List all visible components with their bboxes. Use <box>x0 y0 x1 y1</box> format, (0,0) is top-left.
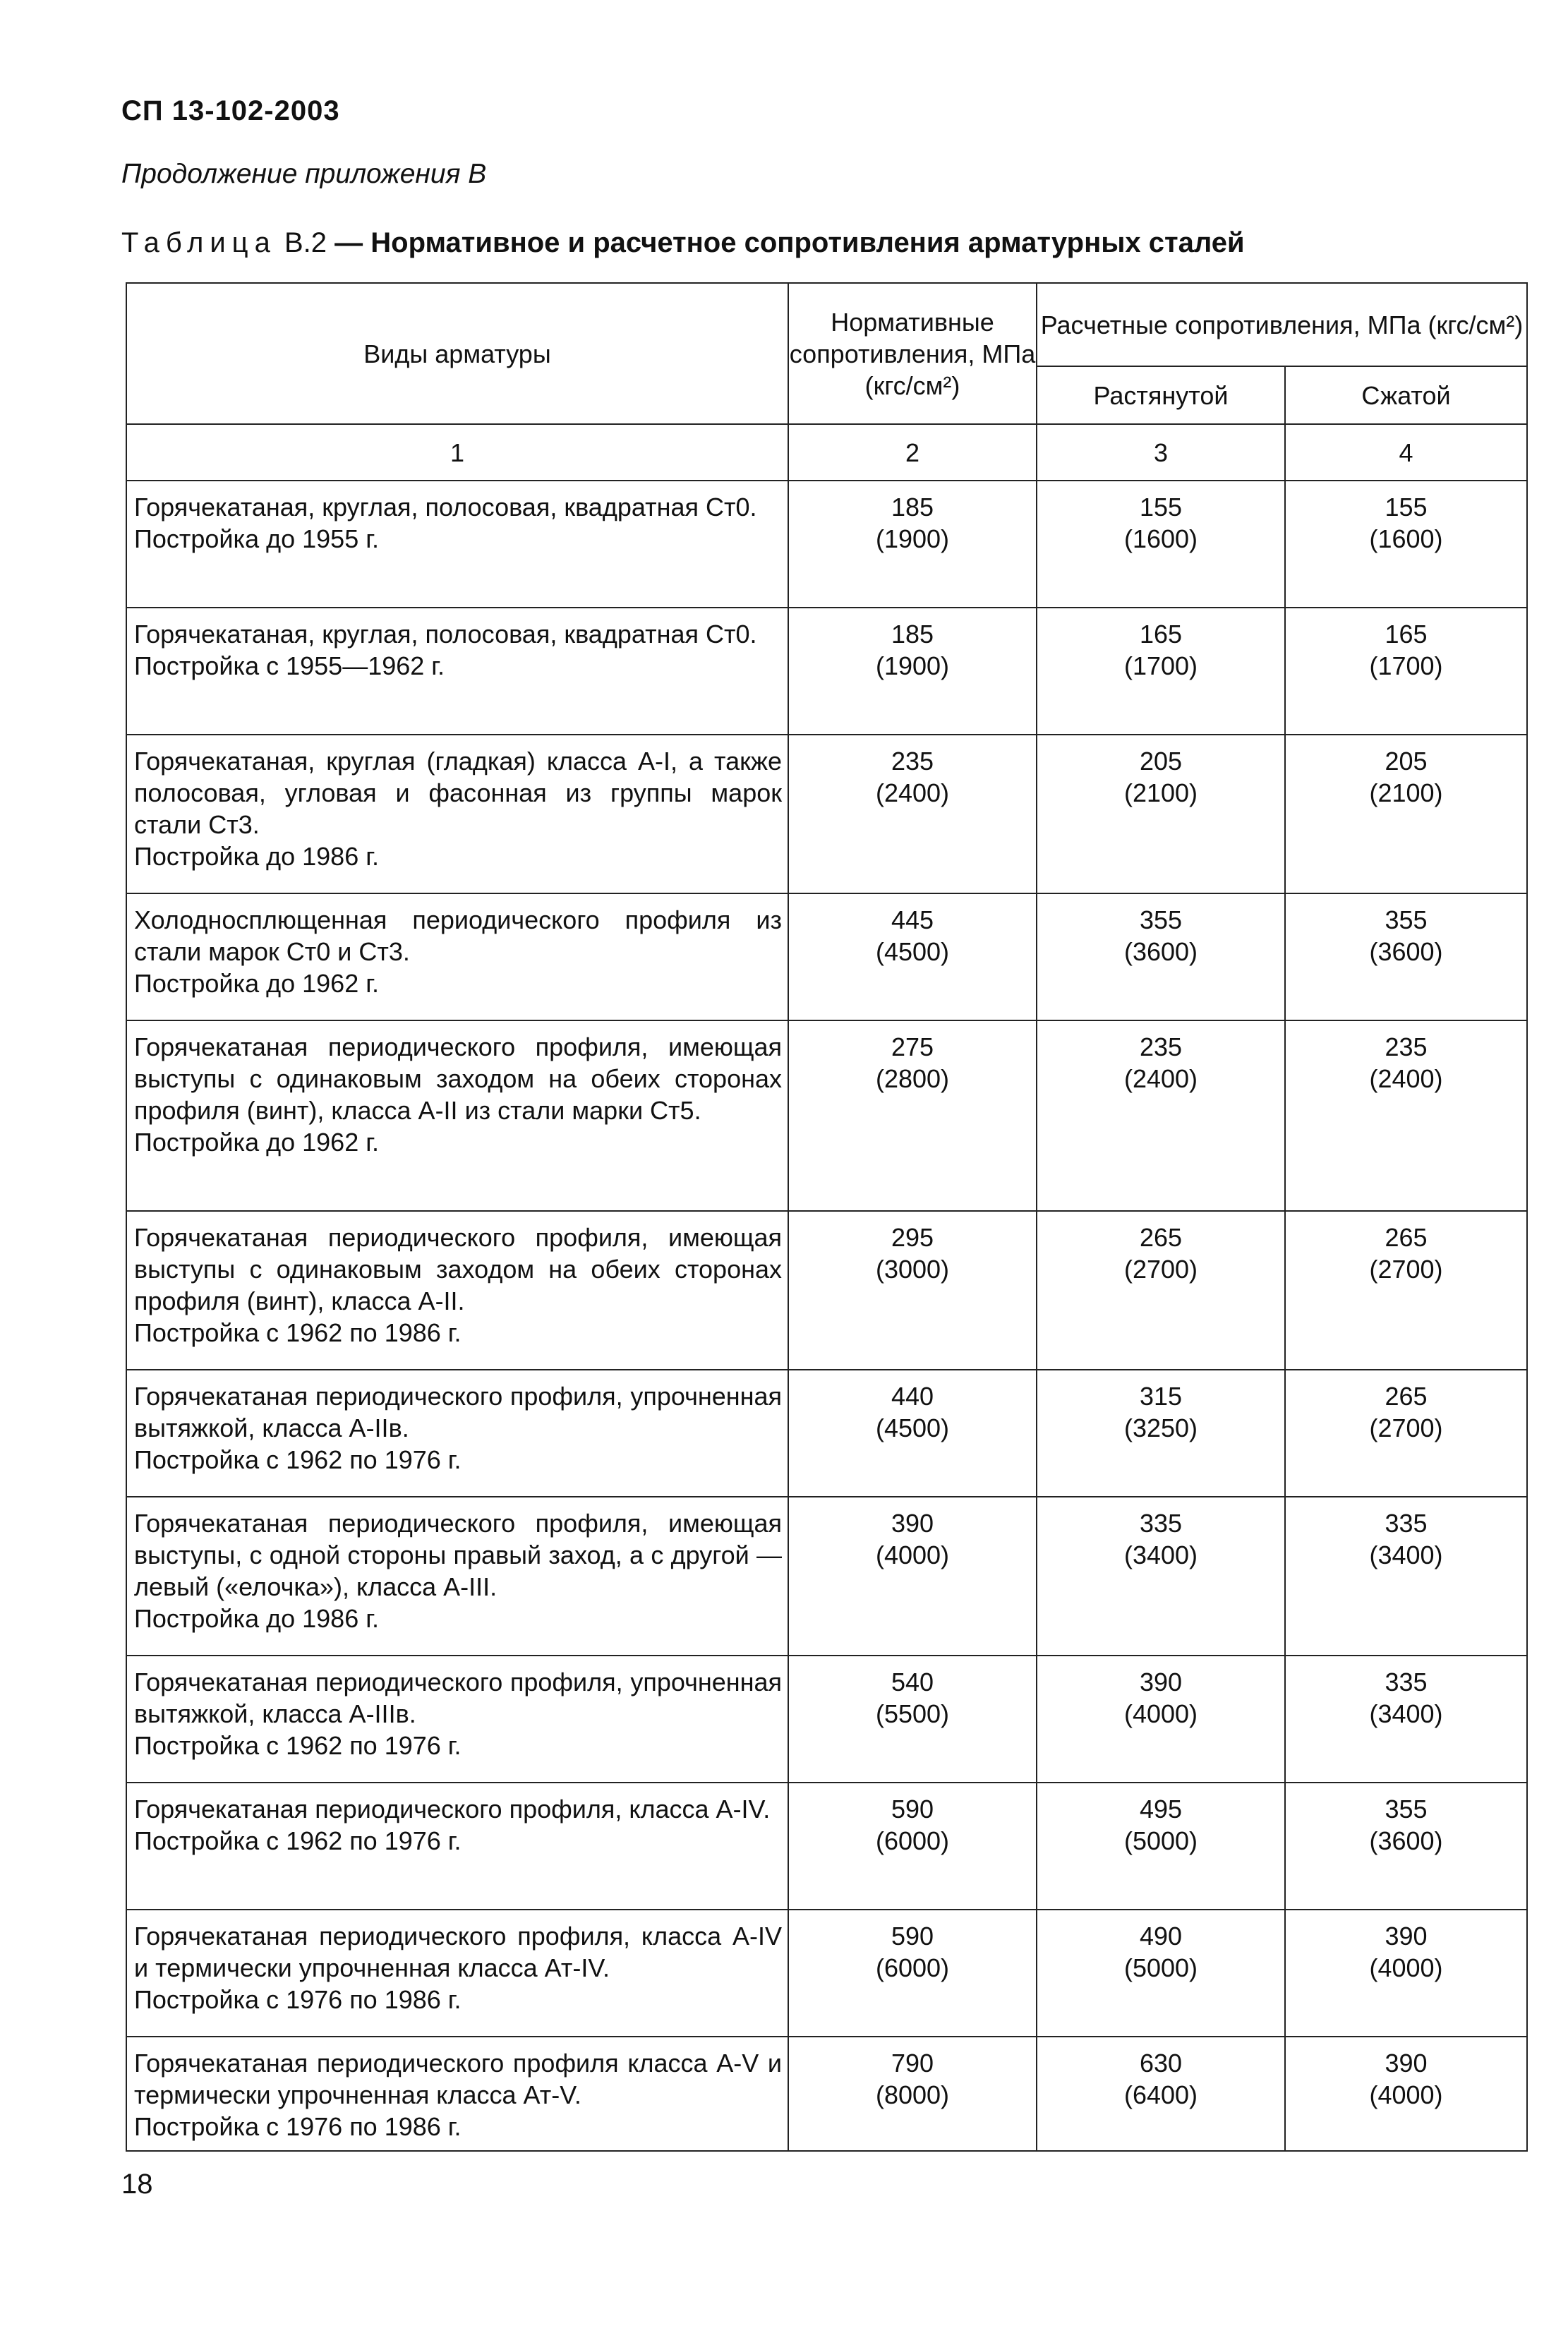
rebar-type-text: Холодносплющенная периодического профиля из стали марок Ст0 и Ст3. <box>134 905 782 966</box>
construction-period: Постройка до 1962 г. <box>134 969 379 998</box>
normative-resistance-mpa: 445 <box>891 905 934 934</box>
normative-resistance-kgf: (1900) <box>875 651 950 680</box>
normative-resistance <box>788 1783 1037 1910</box>
compression-resistance-kgf: (2700) <box>1369 1413 1443 1442</box>
table-row <box>126 893 1527 1020</box>
tension-resistance-kgf: (6400) <box>1123 2080 1198 2109</box>
tension-resistance-mpa: 490 <box>1139 1922 1183 1951</box>
normative-resistance <box>788 735 1037 893</box>
rebar-type-text: Горячекатаная периодического профиля, имеющая выступы, с одной стороны правый заход, а с другой — левый («елочка»), класса А-III. <box>134 1509 782 1601</box>
normative-resistance-kgf: (1900) <box>875 524 950 553</box>
tension-resistance <box>1037 1910 1285 2037</box>
construction-period: Постройка до 1962 г. <box>134 1128 379 1157</box>
tension-resistance-mpa: 630 <box>1139 2049 1183 2078</box>
header-tension: Растянутой <box>1037 366 1285 424</box>
rebar-type-description <box>126 1370 788 1497</box>
compression-resistance-mpa: 390 <box>1385 1922 1428 1951</box>
rebar-type-text: Горячекатаная периодического профиля, имеющая выступы с одинаковым заходом на обеих сторонах профиля (винт), класса А-II из стали марки Ст5. <box>134 1032 782 1125</box>
header-kind: Виды арматуры <box>126 283 788 424</box>
tension-resistance-kgf: (3600) <box>1123 937 1198 966</box>
page-number: 18 <box>121 2169 153 2200</box>
compression-resistance-kgf: (4000) <box>1369 2080 1443 2109</box>
normative-resistance-mpa: 275 <box>891 1032 934 1061</box>
normative-resistance-kgf: (5500) <box>875 1699 950 1728</box>
column-number: 1 <box>126 424 788 481</box>
normative-resistance <box>788 1020 1037 1211</box>
rebar-type-description <box>126 1020 788 1211</box>
table-row <box>126 2037 1527 2151</box>
compression-resistance-kgf: (3400) <box>1369 1699 1443 1728</box>
table-row <box>126 1370 1527 1497</box>
caption-dash: — <box>334 227 363 258</box>
normative-resistance <box>788 481 1037 608</box>
rebar-type-text: Горячекатаная периодического профиля, упрочненная вытяжкой, класса А-IIIв. <box>134 1668 782 1728</box>
compression-resistance-mpa: 205 <box>1385 747 1428 776</box>
normative-resistance <box>788 1656 1037 1783</box>
construction-period: Постройка до 1986 г. <box>134 842 379 871</box>
compression-resistance-kgf: (3600) <box>1369 937 1443 966</box>
table-row <box>126 1783 1527 1910</box>
table-row <box>126 1211 1527 1370</box>
normative-resistance-kgf: (4500) <box>875 937 950 966</box>
normative-resistance-mpa: 590 <box>891 1795 934 1823</box>
table-row <box>126 608 1527 735</box>
compression-resistance-mpa: 155 <box>1385 493 1428 522</box>
table-caption <box>121 227 1245 259</box>
header-design: Расчетные сопротивления, МПа (кгс/см²) <box>1037 283 1527 366</box>
normative-resistance-mpa: 390 <box>891 1509 934 1538</box>
normative-resistance <box>788 1910 1037 2037</box>
compression-resistance <box>1285 1910 1527 2037</box>
normative-resistance-mpa: 440 <box>891 1382 934 1411</box>
column-number: 4 <box>1285 424 1527 481</box>
rebar-type-description <box>126 1910 788 2037</box>
construction-period: Постройка с 1962 по 1976 г. <box>134 1826 462 1855</box>
compression-resistance-kgf: (3600) <box>1369 1826 1443 1855</box>
rebar-type-text: Горячекатаная периодического профиля, класса А-IV и термически упрочненная класса Ат-IV. <box>134 1922 782 1982</box>
caption-title: Нормативное и расчетное сопротивления арматурных сталей <box>370 227 1245 258</box>
tension-resistance <box>1037 893 1285 1020</box>
compression-resistance-kgf: (3400) <box>1369 1541 1443 1569</box>
construction-period: Постройка с 1955—1962 г. <box>134 651 445 680</box>
tension-resistance <box>1037 1211 1285 1370</box>
tension-resistance-mpa: 495 <box>1139 1795 1183 1823</box>
rebar-type-text: Горячекатаная, круглая, полосовая, квадратная Ст0. <box>134 620 757 649</box>
rebar-type-description <box>126 735 788 893</box>
compression-resistance-mpa: 335 <box>1385 1509 1428 1538</box>
normative-resistance <box>788 893 1037 1020</box>
caption-label: Таблица <box>121 227 277 258</box>
rebar-type-description <box>126 608 788 735</box>
table-row <box>126 481 1527 608</box>
tension-resistance <box>1037 1783 1285 1910</box>
compression-resistance <box>1285 1497 1527 1656</box>
tension-resistance-kgf: (5000) <box>1123 1953 1198 1982</box>
tension-resistance <box>1037 1370 1285 1497</box>
construction-period: Постройка с 1962 по 1976 г. <box>134 1445 462 1474</box>
table-row <box>126 1497 1527 1656</box>
normative-resistance <box>788 1370 1037 1497</box>
rebar-type-description <box>126 893 788 1020</box>
compression-resistance-kgf: (2400) <box>1369 1064 1443 1093</box>
compression-resistance <box>1285 1656 1527 1783</box>
compression-resistance <box>1285 1783 1527 1910</box>
caption-number: В.2 <box>284 227 327 258</box>
normative-resistance-mpa: 295 <box>891 1223 934 1252</box>
tension-resistance <box>1037 2037 1285 2151</box>
normative-resistance-mpa: 185 <box>891 620 934 649</box>
normative-resistance-kgf: (4500) <box>875 1413 950 1442</box>
compression-resistance <box>1285 735 1527 893</box>
tension-resistance-mpa: 265 <box>1139 1223 1183 1252</box>
compression-resistance-mpa: 355 <box>1385 905 1428 934</box>
compression-resistance <box>1285 1211 1527 1370</box>
header-normative: Нормативные сопротивления, МПа (кгс/см²) <box>788 283 1037 424</box>
compression-resistance <box>1285 481 1527 608</box>
rebar-type-description <box>126 1783 788 1910</box>
tension-resistance-mpa: 355 <box>1139 905 1183 934</box>
normative-resistance-mpa: 235 <box>891 747 934 776</box>
tension-resistance-kgf: (5000) <box>1123 1826 1198 1855</box>
rebar-type-text: Горячекатаная периодического профиля, упрочненная вытяжкой, класса А-IIв. <box>134 1382 782 1442</box>
table-row <box>126 1020 1527 1211</box>
rebar-type-text: Горячекатаная, круглая (гладкая) класса А-I, а также полосовая, угловая и фасонная из группы марок стали Ст3. <box>134 747 782 839</box>
resistance-table <box>126 282 1528 2152</box>
column-number: 2 <box>788 424 1037 481</box>
compression-resistance <box>1285 893 1527 1020</box>
tension-resistance-mpa: 205 <box>1139 747 1183 776</box>
rebar-type-text: Горячекатаная периодического профиля, имеющая выступы с одинаковым заходом на обеих сторонах профиля (винт), класса А-II. <box>134 1223 782 1315</box>
normative-resistance-kgf: (2800) <box>875 1064 950 1093</box>
construction-period: Постройка с 1976 по 1986 г. <box>134 1985 462 2014</box>
normative-resistance-kgf: (4000) <box>875 1541 950 1569</box>
normative-resistance-kgf: (6000) <box>875 1953 950 1982</box>
tension-resistance-mpa: 315 <box>1139 1382 1183 1411</box>
table-row <box>126 735 1527 893</box>
rebar-type-description <box>126 1497 788 1656</box>
document-code: СП 13-102-2003 <box>121 95 340 126</box>
normative-resistance-mpa: 540 <box>891 1668 934 1696</box>
tension-resistance <box>1037 1020 1285 1211</box>
tension-resistance-kgf: (4000) <box>1123 1699 1198 1728</box>
construction-period: Постройка с 1976 по 1986 г. <box>134 2112 462 2141</box>
tension-resistance <box>1037 1656 1285 1783</box>
compression-resistance-mpa: 265 <box>1385 1223 1428 1252</box>
tension-resistance-mpa: 165 <box>1139 620 1183 649</box>
tension-resistance-kgf: (1700) <box>1123 651 1198 680</box>
compression-resistance <box>1285 1370 1527 1497</box>
rebar-type-description <box>126 1211 788 1370</box>
column-number: 3 <box>1037 424 1285 481</box>
construction-period: Постройка до 1955 г. <box>134 524 379 553</box>
tension-resistance-kgf: (2700) <box>1123 1255 1198 1284</box>
tension-resistance-kgf: (3400) <box>1123 1541 1198 1569</box>
header-compression: Сжатой <box>1285 366 1527 424</box>
compression-resistance-mpa: 265 <box>1385 1382 1428 1411</box>
tension-resistance-kgf: (1600) <box>1123 524 1198 553</box>
rebar-type-description <box>126 1656 788 1783</box>
construction-period: Постройка с 1962 по 1986 г. <box>134 1318 462 1347</box>
rebar-type-description <box>126 481 788 608</box>
tension-resistance <box>1037 481 1285 608</box>
rebar-type-text: Горячекатаная периодического профиля класса А-V и термически упрочненная класса Ат-V. <box>134 2049 782 2109</box>
compression-resistance <box>1285 2037 1527 2151</box>
normative-resistance-mpa: 590 <box>891 1922 934 1951</box>
tension-resistance-mpa: 390 <box>1139 1668 1183 1696</box>
tension-resistance-mpa: 155 <box>1139 493 1183 522</box>
compression-resistance-kgf: (1600) <box>1369 524 1443 553</box>
tension-resistance-mpa: 235 <box>1139 1032 1183 1061</box>
normative-resistance-mpa: 185 <box>891 493 934 522</box>
compression-resistance <box>1285 608 1527 735</box>
compression-resistance-kgf: (1700) <box>1369 651 1443 680</box>
normative-resistance <box>788 1211 1037 1370</box>
normative-resistance <box>788 608 1037 735</box>
normative-resistance-kgf: (2400) <box>875 778 950 807</box>
appendix-note: Продолжение приложения В <box>121 159 487 189</box>
construction-period: Постройка с 1962 по 1976 г. <box>134 1731 462 1760</box>
table-row <box>126 1656 1527 1783</box>
compression-resistance-kgf: (2700) <box>1369 1255 1443 1284</box>
compression-resistance-mpa: 235 <box>1385 1032 1428 1061</box>
compression-resistance-kgf: (2100) <box>1369 778 1443 807</box>
construction-period: Постройка до 1986 г. <box>134 1604 379 1633</box>
tension-resistance-kgf: (3250) <box>1123 1413 1198 1442</box>
tension-resistance <box>1037 1497 1285 1656</box>
rebar-type-text: Горячекатаная, круглая, полосовая, квадратная Ст0. <box>134 493 757 522</box>
normative-resistance <box>788 1497 1037 1656</box>
normative-resistance-kgf: (6000) <box>875 1826 950 1855</box>
tension-resistance <box>1037 608 1285 735</box>
tension-resistance-mpa: 335 <box>1139 1509 1183 1538</box>
tension-resistance <box>1037 735 1285 893</box>
compression-resistance-kgf: (4000) <box>1369 1953 1443 1982</box>
normative-resistance-kgf: (8000) <box>875 2080 950 2109</box>
normative-resistance <box>788 2037 1037 2151</box>
table-row <box>126 1910 1527 2037</box>
compression-resistance-mpa: 165 <box>1385 620 1428 649</box>
compression-resistance-mpa: 390 <box>1385 2049 1428 2078</box>
compression-resistance <box>1285 1020 1527 1211</box>
compression-resistance-mpa: 355 <box>1385 1795 1428 1823</box>
normative-resistance-mpa: 790 <box>891 2049 934 2078</box>
tension-resistance-kgf: (2100) <box>1123 778 1198 807</box>
compression-resistance-mpa: 335 <box>1385 1668 1428 1696</box>
rebar-type-description <box>126 2037 788 2151</box>
tension-resistance-kgf: (2400) <box>1123 1064 1198 1093</box>
rebar-type-text: Горячекатаная периодического профиля, класса А-IV. <box>134 1795 771 1823</box>
normative-resistance-kgf: (3000) <box>875 1255 950 1284</box>
